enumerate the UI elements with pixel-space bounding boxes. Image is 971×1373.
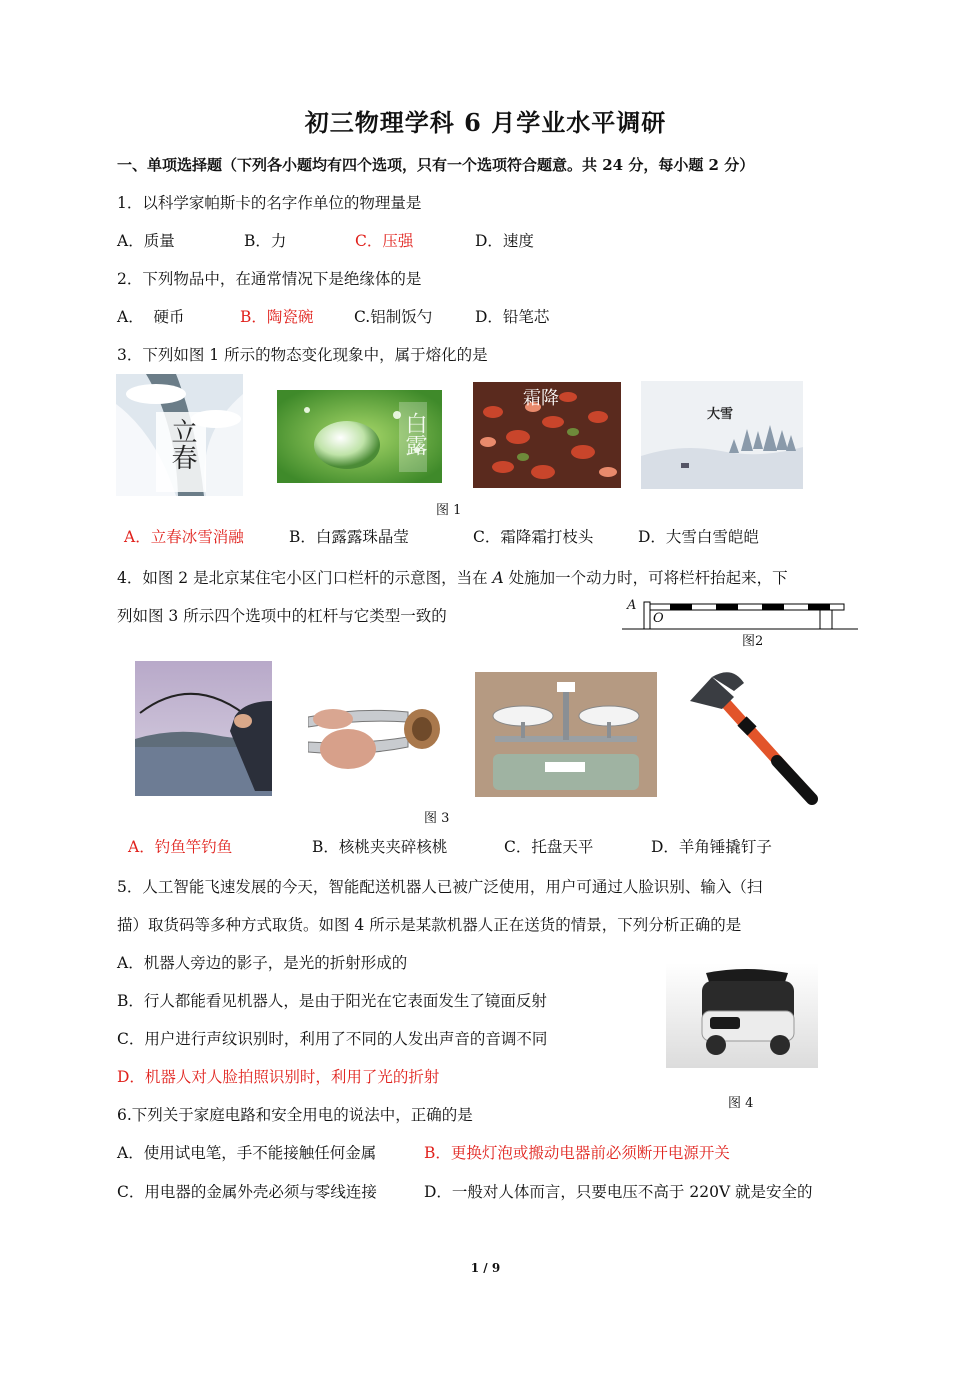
section-heading: 一、单项选择题（下列各小题均有四个选项，只有一个选项符合题意。共 24 分，每小题 2 分） bbox=[117, 156, 755, 174]
q5-option-b: B．行人都能看见机器人，是由于阳光在它表面发生了镜面反射 bbox=[117, 992, 547, 1010]
q4-stem-line1 bbox=[117, 566, 788, 588]
q4-option-b: B．核桃夹夹碎核桃 bbox=[312, 838, 448, 856]
q2-option-d: D．铅笔芯 bbox=[475, 308, 550, 326]
q5-option-d: D．机器人对人脸拍照识别时，利用了光的折射 bbox=[117, 1068, 440, 1086]
daxue-snow-image bbox=[641, 381, 803, 489]
q6-option-b: B．更换灯泡或搬动电器前必须断开电源开关 bbox=[424, 1144, 730, 1162]
q6-stem: 6.下列关于家庭电路和安全用电的说法中，正确的是 bbox=[117, 1106, 473, 1124]
q3-option-c: C．霜降霜打枝头 bbox=[473, 528, 594, 546]
q1-option-b: B．力 bbox=[244, 232, 287, 250]
fishing-rod-image bbox=[135, 661, 272, 796]
shuangjiang-frost-image bbox=[473, 382, 621, 488]
figure2-caption: 图2 bbox=[742, 634, 764, 649]
q2-option-c: C.铝制饭勺 bbox=[354, 308, 433, 326]
q6-option-a: A．使用试电笔，手不能接触任何金属 bbox=[117, 1144, 377, 1162]
q5-stem-line1: 5．人工智能飞速发展的今天，智能配送机器人已被广泛使用，用户可通过人脸识别、输入（扫 bbox=[117, 878, 763, 896]
q4-stem-pre: 4．如图 2 是北京某住宅小区门口栏杆的示意图，当在 bbox=[117, 569, 488, 587]
page-title: 初三物理学科 6 月学业水平调研 bbox=[304, 108, 667, 137]
q4-stem-var: A bbox=[492, 569, 504, 587]
figure4-caption: 图 4 bbox=[728, 1096, 754, 1111]
q2-option-a: A． 硬币 bbox=[117, 308, 185, 326]
delivery-robot-image bbox=[666, 963, 818, 1068]
shuangjiang-label: 霜降 bbox=[523, 388, 559, 409]
lichun-snow-image bbox=[116, 374, 243, 496]
q3-option-b: B．白露露珠晶莹 bbox=[289, 528, 409, 546]
q2-option-b: B．陶瓷碗 bbox=[240, 308, 314, 326]
q3-stem: 3．下列如图 1 所示的物态变化现象中，属于熔化的是 bbox=[117, 346, 488, 364]
q4-option-d: D．羊角锤撬钉子 bbox=[651, 838, 772, 856]
bailu-label: 白露 bbox=[402, 412, 427, 456]
q1-option-c: C．压强 bbox=[355, 232, 414, 250]
figure1-caption: 图 1 bbox=[436, 503, 462, 518]
daxue-label: 大雪 bbox=[707, 407, 734, 422]
q1-option-a: A．质量 bbox=[117, 232, 175, 250]
fig2-label-o: O bbox=[653, 611, 664, 626]
q5-option-a: A．机器人旁边的影子，是光的折射形成的 bbox=[117, 954, 408, 972]
q2-stem: 2．下列物品中，在通常情况下是绝缘体的是 bbox=[117, 270, 422, 288]
balance-scale-image bbox=[475, 672, 657, 797]
q6-option-d: D．一般对人体而言，只要电压不高于 220V 就是安全的 bbox=[424, 1183, 813, 1201]
nutcracker-image bbox=[308, 687, 441, 782]
q6-option-c: C．用电器的金属外壳必须与零线连接 bbox=[117, 1183, 377, 1201]
q4-option-c: C．托盘天平 bbox=[504, 838, 594, 856]
q5-stem-line2: 描）取货码等多种方式取货。如图 4 所示是某款机器人正在送货的情景，下列分析正确的是 bbox=[117, 916, 742, 934]
lichun-label: 立春 bbox=[167, 418, 197, 470]
figure3-caption: 图 3 bbox=[424, 811, 450, 826]
q1-option-d: D．速度 bbox=[475, 232, 534, 250]
fig2-label-a: A bbox=[627, 598, 637, 613]
page-number: 1 / 9 bbox=[470, 1261, 501, 1275]
q1-stem: 1．以科学家帕斯卡的名字作单位的物理量是 bbox=[117, 194, 422, 212]
q4-option-a: A．钓鱼竿钓鱼 bbox=[128, 838, 233, 856]
q3-option-a: A．立春冰雪消融 bbox=[124, 528, 244, 546]
claw-hammer-image bbox=[682, 669, 824, 810]
q4-stem-line2: 列如图 3 所示四个选项中的杠杆与它类型一致的 bbox=[117, 607, 447, 625]
q5-option-c: C．用户进行声纹识别时，利用了不同的人发出声音的音调不同 bbox=[117, 1030, 548, 1048]
q3-option-d: D．大雪白雪皑皑 bbox=[638, 528, 759, 546]
q4-stem-post: 处施加一个动力时，可将栏杆抬起来，下 bbox=[508, 569, 788, 587]
bailu-dew-image bbox=[277, 390, 442, 483]
